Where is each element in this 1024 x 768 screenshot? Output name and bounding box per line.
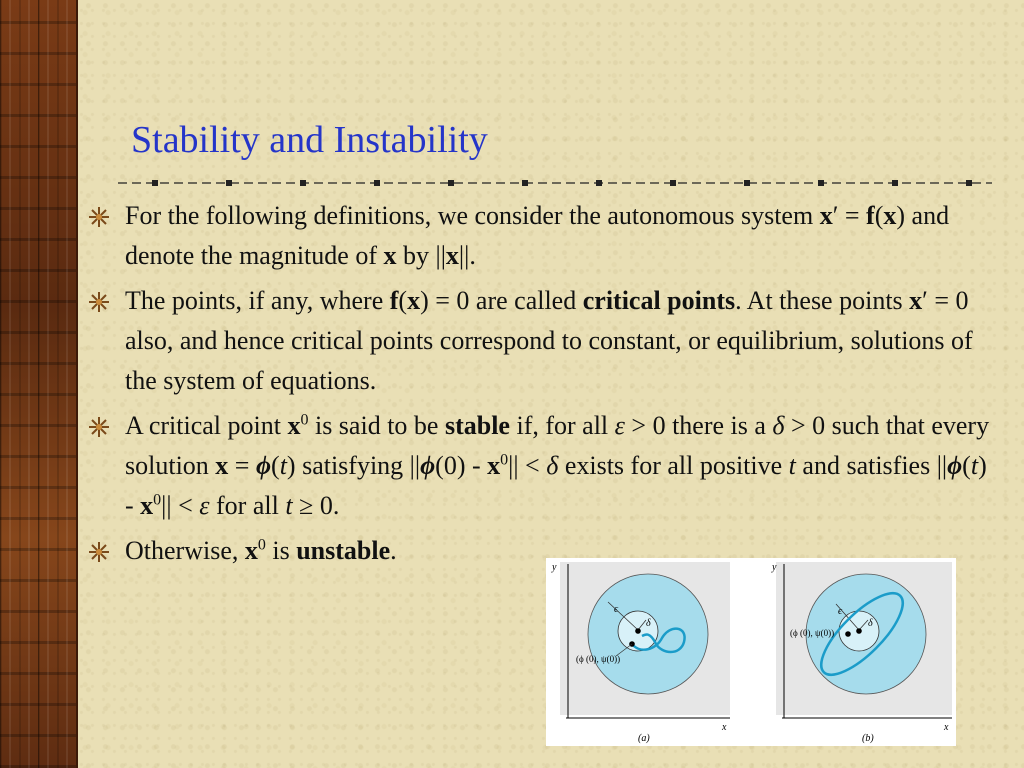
decorative-wood-bar bbox=[0, 0, 78, 768]
panel-b-x-label: x bbox=[944, 722, 949, 733]
star-bullet-icon bbox=[88, 206, 110, 228]
panel-b-delta-label: δ bbox=[868, 618, 873, 629]
star-bullet-icon bbox=[88, 416, 110, 438]
panel-a-caption: (a) bbox=[638, 733, 650, 744]
stability-figure bbox=[546, 558, 956, 746]
panel-a-critical-point bbox=[635, 628, 641, 634]
panel-a-delta-label: δ bbox=[646, 618, 651, 629]
bullet-item-1: For the following definitions, we consider the autonomous system x′ = f(x) and denote the magnitude of x by ||x||. bbox=[88, 196, 992, 276]
figure-panel-a bbox=[551, 562, 730, 744]
star-bullet-icon bbox=[88, 291, 110, 313]
bullet-list bbox=[88, 196, 992, 576]
panel-b-point-label: (ϕ (0), ψ(0)) bbox=[790, 628, 835, 638]
slide-title: Stability and Instability bbox=[131, 119, 488, 161]
panel-a-x-label: x bbox=[722, 722, 727, 733]
title-divider bbox=[118, 176, 992, 190]
panel-b-critical-point bbox=[856, 628, 862, 634]
panel-b-epsilon-label: ϵ bbox=[838, 606, 843, 617]
bullet-item-4: Otherwise, $x^0$ is unstable. bbox=[88, 531, 992, 571]
bullet-item-3: A critical point $x^0$ is said to be stable if, for all ε > 0 there is a δ > 0 such that every solution x = ϕ(t) satisfying $||\phi(0) - x^0|| < \delta$ exists for all positive t and satisfies $||\phi(t) - x^0|| < \varepsilon$ for all t ≥ 0. bbox=[88, 406, 992, 526]
panel-b-start-point bbox=[845, 631, 851, 637]
figure-panel-b bbox=[771, 562, 952, 744]
panel-a-point-label: (ϕ (0), ψ(0)) bbox=[576, 654, 621, 664]
panel-a-y-label: y bbox=[552, 562, 557, 573]
panel-b-y-label: y bbox=[772, 562, 777, 573]
bullet-item-2: The points, if any, where f(x) = 0 are called critical points. At these points x′ = 0 also, and hence critical points correspond to constant, or equilibrium, solutions of the system of equations. bbox=[88, 281, 992, 401]
star-bullet-icon bbox=[88, 541, 110, 563]
panel-a-epsilon-label: ϵ bbox=[614, 604, 619, 615]
panel-b-caption: (b) bbox=[862, 733, 874, 744]
